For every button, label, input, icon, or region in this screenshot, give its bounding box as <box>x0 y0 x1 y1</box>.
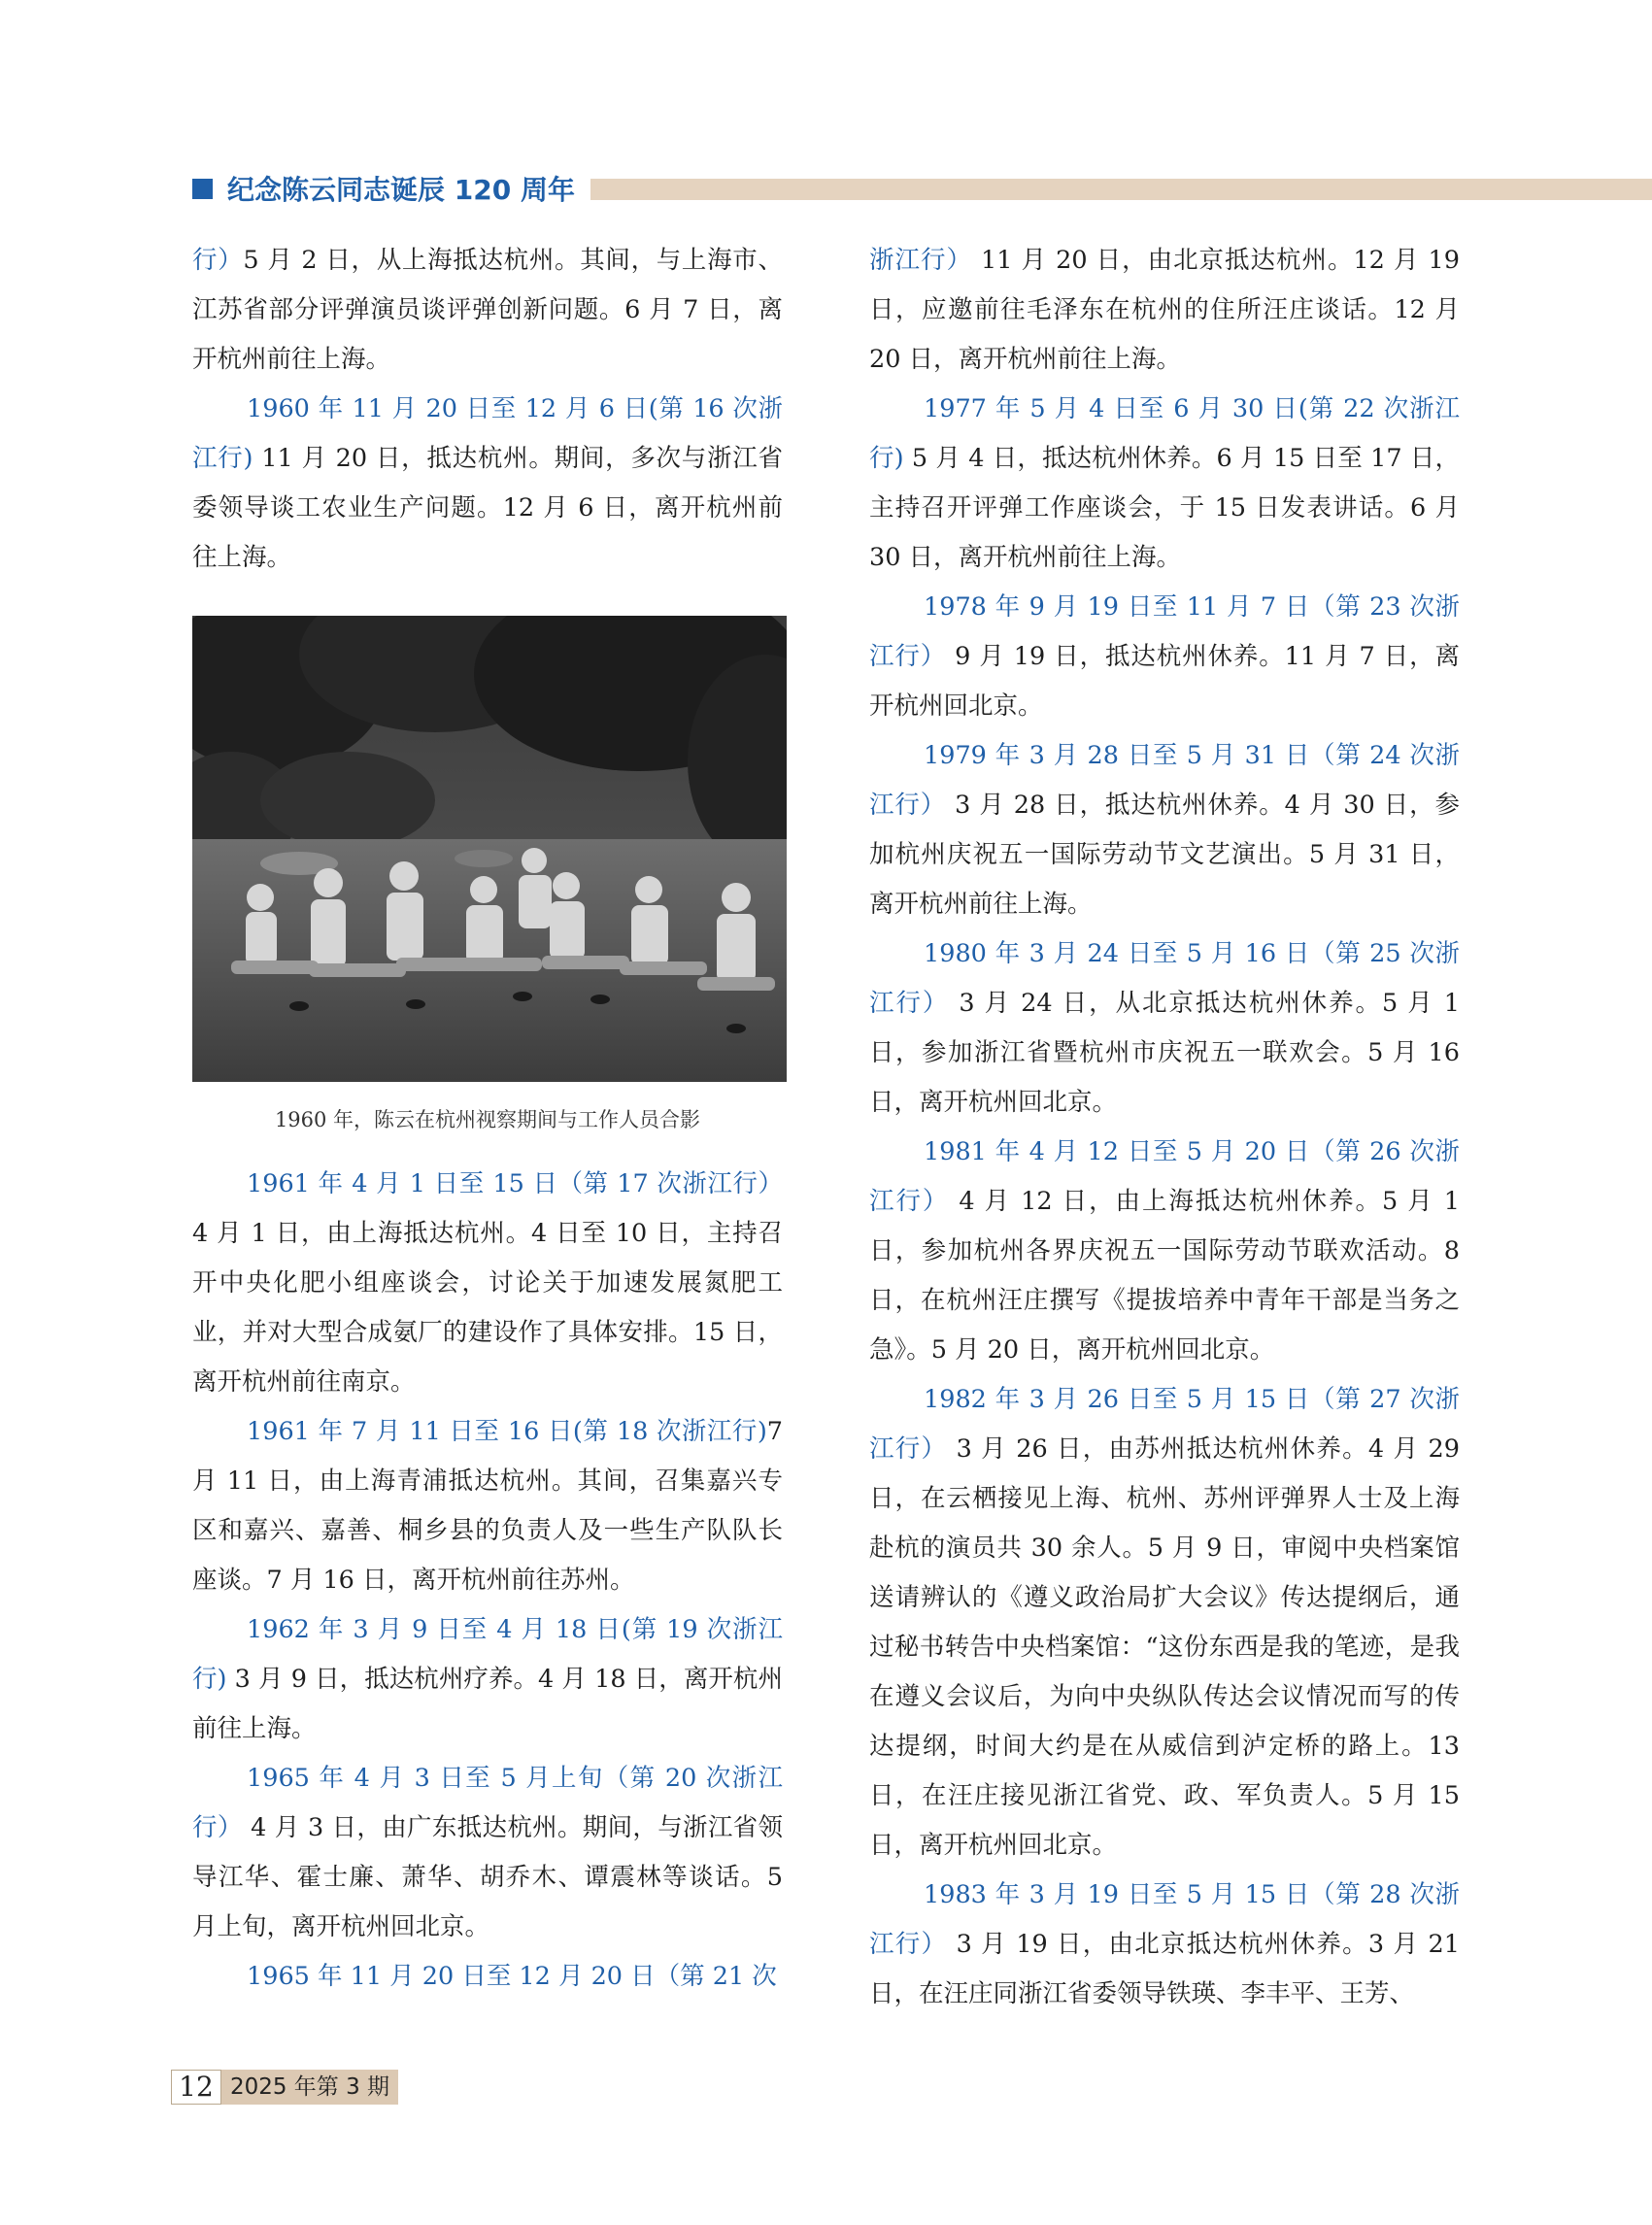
paragraph-heading: 1962 年 3 月 9 日至 4 月 18 日(第 19 次浙江行) <box>192 1615 783 1694</box>
paragraph-1965-apr <box>192 1754 783 1952</box>
paragraph-body: 3 月 19 日，由北京抵达杭州休养。3 月 21 日，在汪庄同浙江省委领导铁瑛、李丰平、王芳、 <box>869 1930 1460 2008</box>
header-title: 纪念陈云同志诞辰 120 周年 <box>227 174 575 206</box>
paragraph-body: 3 月 28 日，抵达杭州休养。4 月 30 日，参加杭州庆祝五一国际劳动节文艺演出。5 月 31 日，离开杭州前往上海。 <box>869 791 1460 919</box>
paragraph-heading: 1960 年 11 月 20 日至 12 月 6 日(第 16 次浙江行) <box>192 394 783 473</box>
page-number: 12 <box>171 2070 221 2105</box>
header-square-mark <box>192 179 213 199</box>
paragraph-continued <box>192 236 783 385</box>
paragraph-1982 <box>869 1375 1460 1871</box>
paragraph-body: 11 月 20 日，抵达杭州。期间，多次与浙江省委领导谈工农业生产问题。12 月 6 日，离开杭州前往上海。 <box>192 444 784 572</box>
paragraph-body: 3 月 9 日，抵达杭州疗养。4 月 18 日，离开杭州前往上海。 <box>192 1665 783 1743</box>
paragraph-heading: 1981 年 4 月 12 日至 5 月 20 日（第 26 次浙江行） <box>869 1137 1460 1216</box>
paragraph-body: 4 月 12 日，由上海抵达杭州休养。5 月 1 日，参加杭州各界庆祝五一国际劳动节联欢活动。8 日，在杭州汪庄撰写《提拔培养中青年干部是当务之急》。5 月 20 日，离开杭州回北京。 <box>869 1187 1460 1365</box>
left-column <box>192 236 783 2002</box>
paragraph-body: 3 月 24 日，从北京抵达杭州休养。5 月 1 日，参加浙江省暨杭州市庆祝五一联欢会。5 月 16 日，离开杭州回北京。 <box>869 989 1460 1117</box>
paragraph-1979 <box>869 731 1460 929</box>
paragraph-body: 5 月 4 日，抵达杭州休养。6 月 15 日至 17 日，主持召开评弹工作座谈会，于 15 日发表讲话。6 月 30 日，离开杭州前往上海。 <box>869 444 1460 572</box>
paragraph-body: 4 月 1 日，由上海抵达杭州。4 日至 10 日，主持召开中央化肥小组座谈会，讨论关于加速发展氮肥工业，并对大型合成氨厂的建设作了具体安排。15 日，离开杭州前往南京。 <box>192 1219 783 1397</box>
paragraph-body: 9 月 19 日，抵达杭州休养。11 月 7 日，离开杭州回北京。 <box>869 642 1460 721</box>
photo-caption: 1960 年，陈云在杭州视察期间与工作人员合影 <box>274 1108 701 1131</box>
paragraph-1981 <box>869 1128 1460 1375</box>
paragraph-1961-apr <box>192 1160 783 1407</box>
paragraph-heading: 1980 年 3 月 24 日至 5 月 16 日（第 25 次浙江行） <box>869 939 1460 1018</box>
page-header <box>192 173 1652 206</box>
photo-illustration <box>192 616 787 1082</box>
paragraph-body: 11 月 20 日，由北京抵达杭州。12 月 19 日，应邀前往毛泽东在杭州的住所汪庄谈话。12 月 20 日，离开杭州前往上海。 <box>869 246 1460 374</box>
paragraph-heading: 1979 年 3 月 28 日至 5 月 31 日（第 24 次浙江行） <box>869 741 1460 820</box>
historical-photo <box>192 616 787 1082</box>
header-band <box>590 179 1652 200</box>
paragraph-heading: 1961 年 4 月 1 日至 15 日（第 17 次浙江行） <box>247 1169 783 1198</box>
paragraph-1962 <box>192 1605 783 1754</box>
paragraph-1961-jul <box>192 1407 783 1605</box>
paragraph-1980 <box>869 929 1460 1128</box>
paragraph-heading: 1978 年 9 月 19 日至 11 月 7 日（第 23 次浙江行） <box>869 592 1460 671</box>
paragraph-heading: 1965 年 11 月 20 日至 12 月 20 日（第 21 次 <box>247 1962 777 1991</box>
paragraph-1965-nov <box>192 1952 783 2002</box>
paragraph-text: 行） <box>192 246 244 275</box>
issue-label: 2025 年第 3 期 <box>221 2070 398 2105</box>
page-footer <box>171 2070 423 2105</box>
paragraph-heading: 1983 年 3 月 19 日至 5 月 15 日（第 28 次浙江行） <box>869 1880 1460 1959</box>
paragraph-1965-cont <box>869 236 1460 385</box>
paragraph-body: 3 月 26 日，由苏州抵达杭州休养。4 月 29 日，在云栖接见上海、杭州、苏州评弹界人士及上海赴杭的演员共 30 余人。5 月 9 日，审阅中央档案馆送请辨认的《遵义政治局扩大会议》传达提纲后，通过秘书转告中央档案馆：“这份东西是我的笔迹，是我在遵义会议后，为向中央纵队传达会议情况而写的传达提纲，时间大约是在从威信到泸定桥的路上。13 日，在汪庄接见浙江省党、政、军负责人。5 月 15 日，离开杭州回北京。 <box>869 1434 1460 1860</box>
paragraph-heading: 浙江行） <box>869 246 972 275</box>
paragraph-1978 <box>869 583 1460 731</box>
paragraph-heading: 1961 年 7 月 11 日至 16 日(第 18 次浙江行) <box>247 1417 767 1446</box>
paragraph-body: 5 月 2 日，从上海抵达杭州。其间，与上海市、江苏省部分评弹演员谈评弹创新问题。6 月 7 日，离开杭州前往上海。 <box>192 246 783 374</box>
paragraph-1960 <box>192 385 783 583</box>
paragraph-heading: 1965 年 4 月 3 日至 5 月上旬（第 20 次浙江行） <box>192 1764 783 1842</box>
paragraph-heading: 1982 年 3 月 26 日至 5 月 15 日（第 27 次浙江行） <box>869 1385 1460 1464</box>
right-column <box>869 236 1460 2019</box>
paragraph-1983 <box>869 1871 1460 2019</box>
paragraph-1977 <box>869 385 1460 583</box>
paragraph-body: 7 月 11 日，由上海青浦抵达杭州。其间，召集嘉兴专区和嘉兴、嘉善、桐乡县的负责人及一些生产队队长座谈。7 月 16 日，离开杭州前往苏州。 <box>192 1417 783 1595</box>
paragraph-heading: 1977 年 5 月 4 日至 6 月 30 日(第 22 次浙江行) <box>869 394 1460 473</box>
paragraph-body: 4 月 3 日，由广东抵达杭州。期间，与浙江省领导江华、霍士廉、萧华、胡乔木、谭震林等谈话。5 月上旬，离开杭州回北京。 <box>192 1813 783 1941</box>
